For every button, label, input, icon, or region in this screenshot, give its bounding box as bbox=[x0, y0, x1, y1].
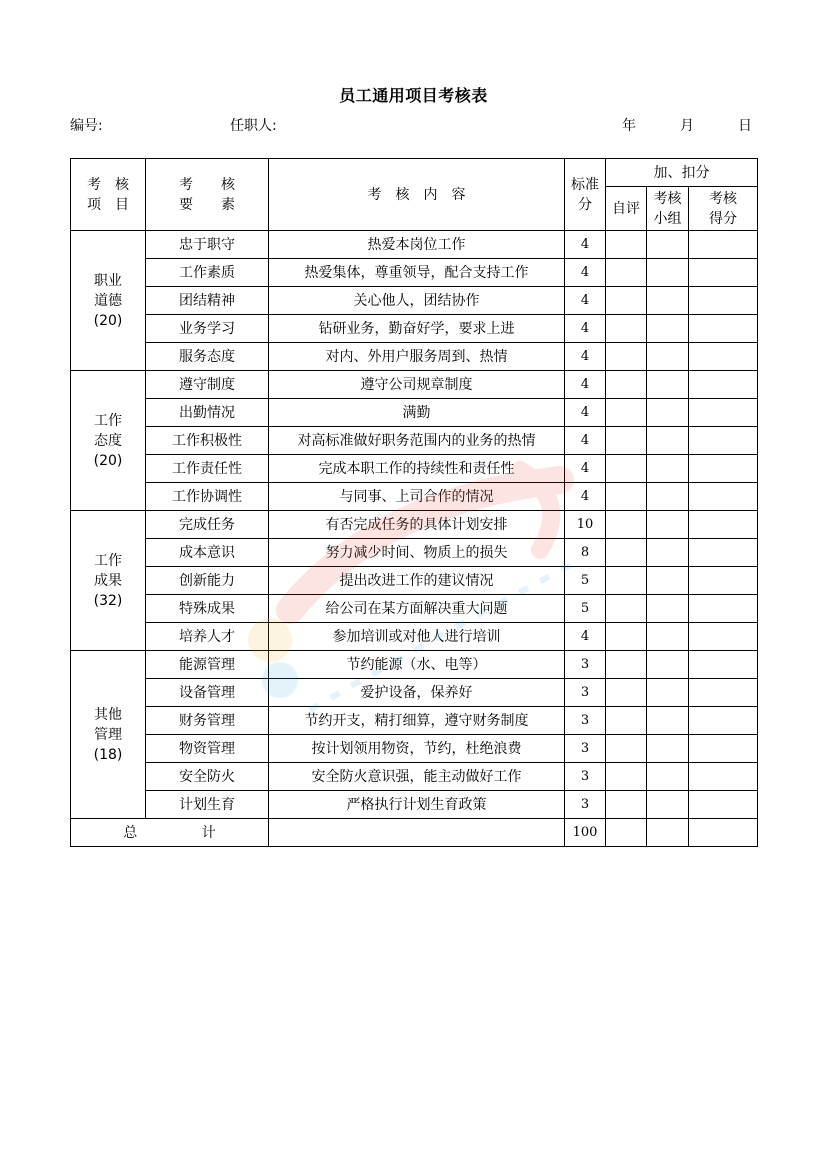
header-group bbox=[647, 187, 689, 231]
group-eval-cell[interactable] bbox=[647, 539, 689, 567]
element-cell: 忠于职守 bbox=[146, 231, 269, 259]
self-eval-cell[interactable] bbox=[606, 651, 647, 679]
group-eval-cell[interactable] bbox=[647, 287, 689, 315]
element-cell: 业务学习 bbox=[146, 315, 269, 343]
element-cell: 安全防火 bbox=[146, 763, 269, 791]
holder-label: 任职人: bbox=[230, 118, 277, 134]
element-cell: 服务态度 bbox=[146, 343, 269, 371]
header-standard-line1: 标准 bbox=[571, 176, 599, 193]
total-group-eval-cell[interactable] bbox=[647, 819, 689, 847]
total-label bbox=[71, 819, 269, 847]
self-eval-cell[interactable] bbox=[606, 735, 647, 763]
category-name-line2: 道德 bbox=[94, 292, 122, 309]
final-score-cell[interactable] bbox=[689, 651, 758, 679]
category-points: (20) bbox=[93, 312, 123, 329]
header-group-line2: 小组 bbox=[653, 210, 682, 227]
standard-score-cell: 3 bbox=[565, 763, 606, 791]
final-score-cell[interactable] bbox=[689, 707, 758, 735]
header-element bbox=[146, 159, 269, 231]
standard-score-cell: 3 bbox=[565, 707, 606, 735]
header-category bbox=[71, 159, 146, 231]
content-cell: 参加培训或对他人进行培训 bbox=[269, 623, 565, 651]
content-cell: 关心他人，团结协作 bbox=[269, 287, 565, 315]
header-group-line1: 考核 bbox=[653, 190, 682, 207]
self-eval-cell[interactable] bbox=[606, 371, 647, 399]
content-cell: 钻研业务，勤奋好学，要求上进 bbox=[269, 315, 565, 343]
self-eval-cell[interactable] bbox=[606, 707, 647, 735]
final-score-cell[interactable] bbox=[689, 567, 758, 595]
self-eval-cell[interactable] bbox=[606, 399, 647, 427]
self-eval-cell[interactable] bbox=[606, 483, 647, 511]
total-content-cell bbox=[269, 819, 565, 847]
header-standard-line2: 分 bbox=[578, 196, 592, 213]
header-final bbox=[689, 187, 758, 231]
content-cell: 努力减少时间、物质上的损失 bbox=[269, 539, 565, 567]
header-final-line1: 考核 bbox=[709, 190, 737, 207]
standard-score-cell: 8 bbox=[565, 539, 606, 567]
table-row bbox=[71, 231, 758, 259]
group-eval-cell[interactable] bbox=[647, 595, 689, 623]
element-cell: 出勤情况 bbox=[146, 399, 269, 427]
final-score-cell[interactable] bbox=[689, 791, 758, 819]
table-row bbox=[71, 539, 758, 567]
self-eval-cell[interactable] bbox=[606, 539, 647, 567]
table-row bbox=[71, 371, 758, 399]
table-row bbox=[71, 651, 758, 679]
group-eval-cell[interactable] bbox=[647, 791, 689, 819]
group-eval-cell[interactable] bbox=[647, 455, 689, 483]
category-cell bbox=[71, 651, 146, 819]
self-eval-cell[interactable] bbox=[606, 763, 647, 791]
header-element-line2: 要 素 bbox=[179, 196, 235, 213]
header-adjust: 加、扣分 bbox=[606, 159, 758, 187]
total-label-left: 总 bbox=[123, 824, 138, 841]
final-score-cell[interactable] bbox=[689, 623, 758, 651]
self-eval-cell[interactable] bbox=[606, 595, 647, 623]
group-eval-cell[interactable] bbox=[647, 343, 689, 371]
standard-score-cell: 4 bbox=[565, 259, 606, 287]
table-row bbox=[71, 343, 758, 371]
group-eval-cell[interactable] bbox=[647, 231, 689, 259]
group-eval-cell[interactable] bbox=[647, 483, 689, 511]
element-cell: 能源管理 bbox=[146, 651, 269, 679]
total-label-right: 计 bbox=[201, 824, 216, 841]
final-score-cell[interactable] bbox=[689, 371, 758, 399]
group-eval-cell[interactable] bbox=[647, 567, 689, 595]
final-score-cell[interactable] bbox=[689, 399, 758, 427]
table-row bbox=[71, 455, 758, 483]
final-score-cell[interactable] bbox=[689, 287, 758, 315]
content-cell: 安全防火意识强，能主动做好工作 bbox=[269, 763, 565, 791]
final-score-cell[interactable] bbox=[689, 315, 758, 343]
element-cell: 工作积极性 bbox=[146, 427, 269, 455]
group-eval-cell[interactable] bbox=[647, 427, 689, 455]
content-cell: 严格执行计划生育政策 bbox=[269, 791, 565, 819]
table-row bbox=[71, 483, 758, 511]
content-cell: 热爱本岗位工作 bbox=[269, 231, 565, 259]
self-eval-cell[interactable] bbox=[606, 791, 647, 819]
header-self-eval: 自评 bbox=[606, 187, 647, 231]
final-score-cell[interactable] bbox=[689, 427, 758, 455]
standard-score-cell: 3 bbox=[565, 679, 606, 707]
header-element-line1: 考 核 bbox=[179, 176, 235, 193]
document-title: 员工通用项目考核表 bbox=[339, 86, 488, 105]
element-cell: 创新能力 bbox=[146, 567, 269, 595]
group-eval-cell[interactable] bbox=[647, 315, 689, 343]
element-cell: 设备管理 bbox=[146, 679, 269, 707]
element-cell: 工作责任性 bbox=[146, 455, 269, 483]
element-cell: 工作协调性 bbox=[146, 483, 269, 511]
element-cell: 成本意识 bbox=[146, 539, 269, 567]
category-name-line1: 其他 bbox=[94, 706, 122, 723]
self-eval-cell[interactable] bbox=[606, 511, 647, 539]
standard-score-cell: 3 bbox=[565, 735, 606, 763]
table-row bbox=[71, 623, 758, 651]
standard-score-cell: 4 bbox=[565, 455, 606, 483]
element-cell: 遵守制度 bbox=[146, 371, 269, 399]
group-eval-cell[interactable] bbox=[647, 735, 689, 763]
final-score-cell[interactable] bbox=[689, 735, 758, 763]
total-score-cell: 100 bbox=[565, 819, 606, 847]
group-eval-cell[interactable] bbox=[647, 707, 689, 735]
final-score-cell[interactable] bbox=[689, 539, 758, 567]
self-eval-cell[interactable] bbox=[606, 427, 647, 455]
self-eval-cell[interactable] bbox=[606, 315, 647, 343]
category-cell bbox=[71, 231, 146, 371]
final-score-cell[interactable] bbox=[689, 511, 758, 539]
assessment-table bbox=[70, 158, 758, 847]
category-points: (18) bbox=[93, 746, 123, 763]
table-row bbox=[71, 763, 758, 791]
self-eval-cell[interactable] bbox=[606, 259, 647, 287]
content-cell: 热爱集体，尊重领导，配合支持工作 bbox=[269, 259, 565, 287]
day-label: 日 bbox=[738, 118, 752, 134]
table-row bbox=[71, 595, 758, 623]
element-cell: 团结精神 bbox=[146, 287, 269, 315]
standard-score-cell: 4 bbox=[565, 231, 606, 259]
table-row bbox=[71, 399, 758, 427]
table-row bbox=[71, 511, 758, 539]
final-score-cell[interactable] bbox=[689, 231, 758, 259]
group-eval-cell[interactable] bbox=[647, 651, 689, 679]
standard-score-cell: 4 bbox=[565, 287, 606, 315]
element-cell: 计划生育 bbox=[146, 791, 269, 819]
table-row bbox=[71, 287, 758, 315]
date-labels bbox=[622, 115, 752, 135]
final-score-cell[interactable] bbox=[689, 679, 758, 707]
content-cell: 对高标准做好职务范围内的业务的热情 bbox=[269, 427, 565, 455]
self-eval-cell[interactable] bbox=[606, 623, 647, 651]
content-cell: 爱护设备，保养好 bbox=[269, 679, 565, 707]
category-name-line2: 态度 bbox=[94, 432, 122, 449]
content-cell: 与同事、上司合作的情况 bbox=[269, 483, 565, 511]
category-cell bbox=[71, 371, 146, 511]
table-row bbox=[71, 315, 758, 343]
header-category-line2: 项 目 bbox=[87, 196, 129, 213]
table-row bbox=[71, 679, 758, 707]
header-content: 考 核 内 容 bbox=[269, 159, 565, 231]
table-row bbox=[71, 707, 758, 735]
standard-score-cell: 3 bbox=[565, 651, 606, 679]
final-score-cell[interactable] bbox=[689, 595, 758, 623]
element-cell: 完成任务 bbox=[146, 511, 269, 539]
category-name-line1: 工作 bbox=[94, 412, 122, 429]
content-cell: 满勤 bbox=[269, 399, 565, 427]
standard-score-cell: 4 bbox=[565, 399, 606, 427]
self-eval-cell[interactable] bbox=[606, 287, 647, 315]
group-eval-cell[interactable] bbox=[647, 259, 689, 287]
group-eval-cell[interactable] bbox=[647, 511, 689, 539]
header-category-line1: 考 核 bbox=[87, 176, 129, 193]
standard-score-cell: 4 bbox=[565, 427, 606, 455]
content-cell: 提出改进工作的建议情况 bbox=[269, 567, 565, 595]
element-cell: 物资管理 bbox=[146, 735, 269, 763]
self-eval-cell[interactable] bbox=[606, 679, 647, 707]
final-score-cell[interactable] bbox=[689, 483, 758, 511]
table-row bbox=[71, 427, 758, 455]
standard-score-cell: 4 bbox=[565, 371, 606, 399]
standard-score-cell: 10 bbox=[565, 511, 606, 539]
total-final-score-cell[interactable] bbox=[689, 819, 758, 847]
element-cell: 特殊成果 bbox=[146, 595, 269, 623]
category-points: (32) bbox=[93, 592, 123, 609]
self-eval-cell[interactable] bbox=[606, 231, 647, 259]
content-cell: 节约开支，精打细算，遵守财务制度 bbox=[269, 707, 565, 735]
table-row bbox=[71, 735, 758, 763]
final-score-cell[interactable] bbox=[689, 343, 758, 371]
standard-score-cell: 5 bbox=[565, 595, 606, 623]
table-row bbox=[71, 259, 758, 287]
content-cell: 完成本职工作的持续性和责任性 bbox=[269, 455, 565, 483]
content-cell: 节约能源（水、电等） bbox=[269, 651, 565, 679]
group-eval-cell[interactable] bbox=[647, 623, 689, 651]
content-cell: 按计划领用物资，节约，杜绝浪费 bbox=[269, 735, 565, 763]
final-score-cell[interactable] bbox=[689, 455, 758, 483]
category-name-line2: 成果 bbox=[94, 572, 122, 589]
standard-score-cell: 3 bbox=[565, 791, 606, 819]
group-eval-cell[interactable] bbox=[647, 679, 689, 707]
category-name-line2: 管理 bbox=[94, 726, 122, 743]
number-label: 编号: bbox=[70, 118, 103, 134]
category-points: (20) bbox=[93, 452, 123, 469]
final-score-cell[interactable] bbox=[689, 763, 758, 791]
group-eval-cell[interactable] bbox=[647, 763, 689, 791]
group-eval-cell[interactable] bbox=[647, 399, 689, 427]
standard-score-cell: 5 bbox=[565, 567, 606, 595]
table-row bbox=[71, 567, 758, 595]
category-name-line1: 工作 bbox=[94, 552, 122, 569]
standard-score-cell: 4 bbox=[565, 623, 606, 651]
self-eval-cell[interactable] bbox=[606, 567, 647, 595]
table-row bbox=[71, 791, 758, 819]
self-eval-cell[interactable] bbox=[606, 343, 647, 371]
self-eval-cell[interactable] bbox=[606, 455, 647, 483]
content-cell: 给公司在某方面解决重大问题 bbox=[269, 595, 565, 623]
content-cell: 对内、外用户服务周到、热情 bbox=[269, 343, 565, 371]
year-label: 年 bbox=[622, 118, 636, 134]
element-cell: 工作素质 bbox=[146, 259, 269, 287]
month-label: 月 bbox=[680, 118, 694, 134]
standard-score-cell: 4 bbox=[565, 343, 606, 371]
group-eval-cell[interactable] bbox=[647, 371, 689, 399]
header-standard bbox=[565, 159, 606, 231]
final-score-cell[interactable] bbox=[689, 259, 758, 287]
element-cell: 培养人才 bbox=[146, 623, 269, 651]
header-final-line2: 得分 bbox=[709, 210, 737, 227]
content-cell: 遵守公司规章制度 bbox=[269, 371, 565, 399]
category-cell bbox=[71, 511, 146, 651]
total-row bbox=[71, 819, 758, 847]
standard-score-cell: 4 bbox=[565, 315, 606, 343]
element-cell: 财务管理 bbox=[146, 707, 269, 735]
content-cell: 有否完成任务的具体计划安排 bbox=[269, 511, 565, 539]
header-row-1 bbox=[71, 159, 758, 187]
category-name-line1: 职业 bbox=[94, 272, 122, 289]
total-self-eval-cell[interactable] bbox=[606, 819, 647, 847]
standard-score-cell: 4 bbox=[565, 483, 606, 511]
